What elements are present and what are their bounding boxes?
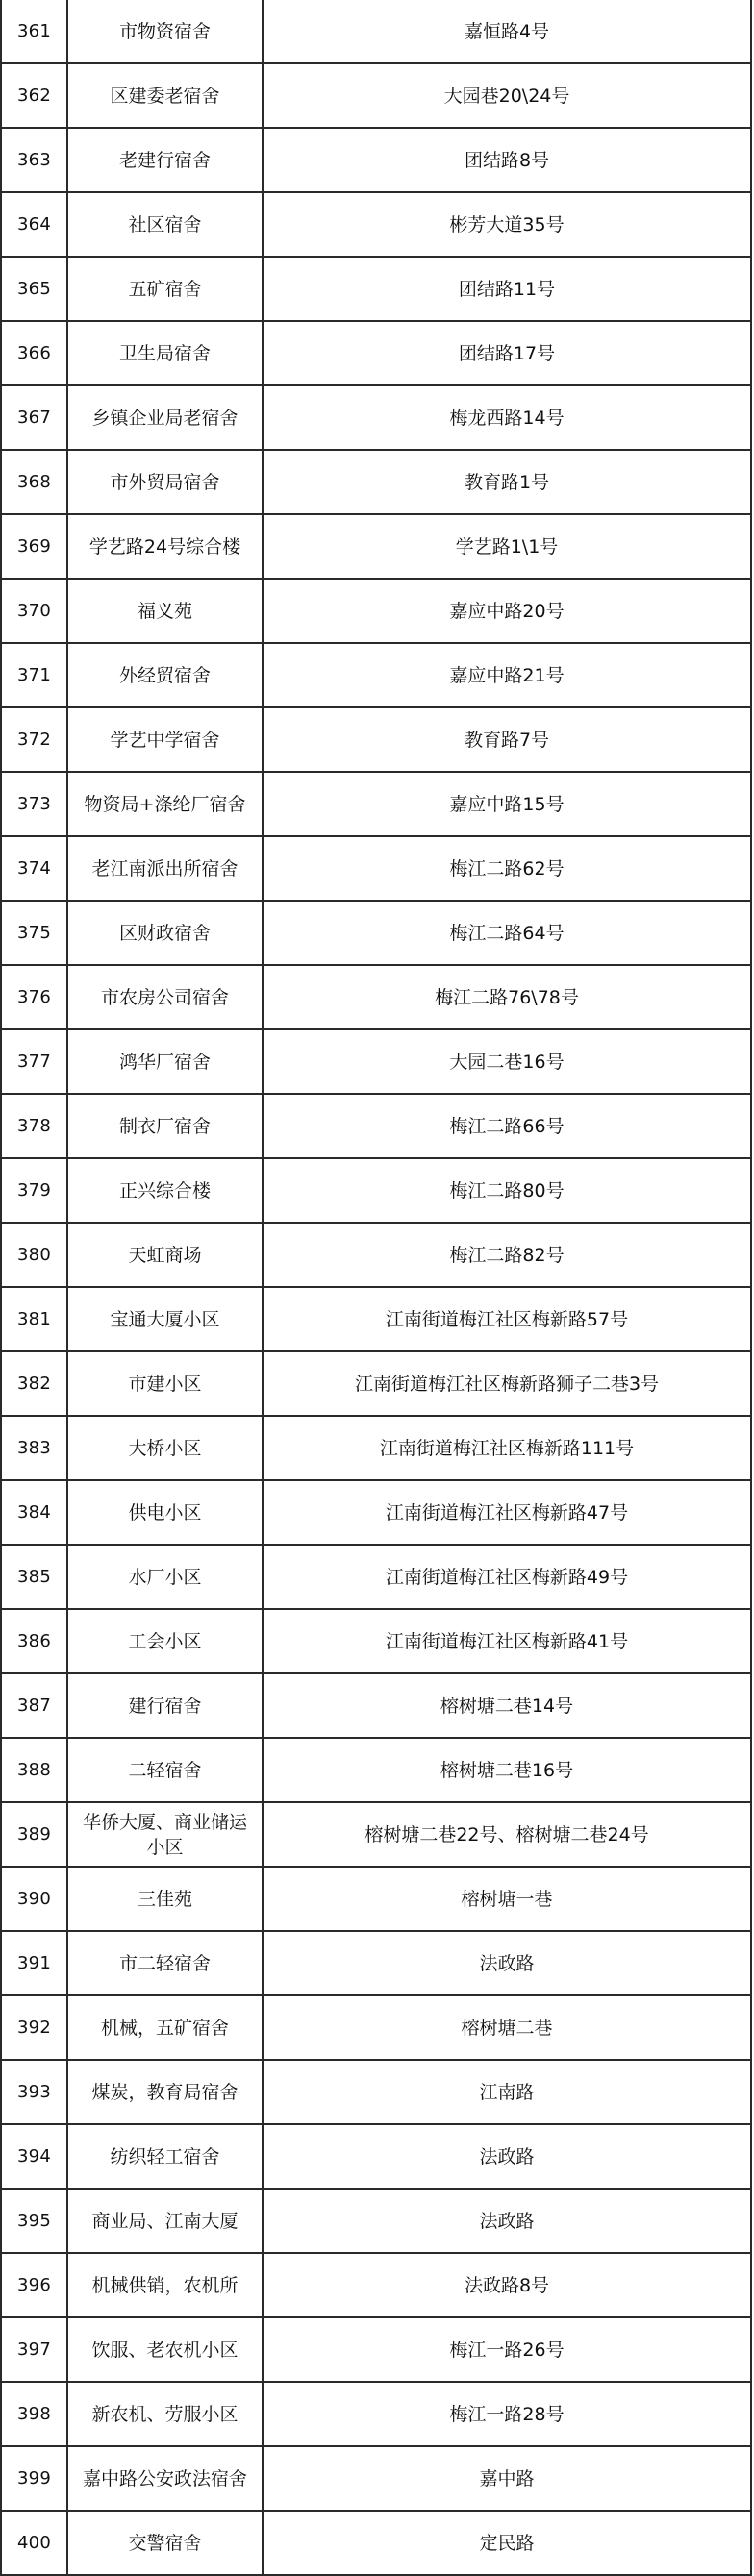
community-name-cell: 宝通大厦小区 bbox=[67, 1287, 263, 1351]
row-number-cell: 366 bbox=[1, 321, 67, 385]
row-number-cell: 388 bbox=[1, 1738, 67, 1802]
community-name-cell: 煤炭，教育局宿舍 bbox=[67, 2060, 263, 2124]
row-number-cell: 382 bbox=[1, 1351, 67, 1416]
table-row bbox=[1, 2511, 751, 2575]
table-row bbox=[1, 192, 751, 257]
address-cell: 学艺路1\1号 bbox=[263, 514, 751, 579]
community-name-cell: 机械，五矿宿舍 bbox=[67, 1995, 263, 2060]
address-cell: 定民路 bbox=[263, 2511, 751, 2575]
row-number-cell: 400 bbox=[1, 2511, 67, 2575]
row-number-cell: 381 bbox=[1, 1287, 67, 1351]
address-cell: 嘉应中路20号 bbox=[263, 579, 751, 643]
table-row bbox=[1, 1609, 751, 1673]
community-name-cell: 机械供销，农机所 bbox=[67, 2253, 263, 2317]
table-row bbox=[1, 579, 751, 643]
address-cell: 团结路8号 bbox=[263, 128, 751, 192]
row-number-cell: 396 bbox=[1, 2253, 67, 2317]
table-row bbox=[1, 901, 751, 965]
address-cell: 梅江二路76\78号 bbox=[263, 965, 751, 1029]
table-row bbox=[1, 1480, 751, 1545]
community-name-cell: 学艺中学宿舍 bbox=[67, 707, 263, 772]
community-name-cell: 区财政宿舍 bbox=[67, 901, 263, 965]
community-name-cell: 市二轻宿舍 bbox=[67, 1931, 263, 1995]
community-name-cell: 鸿华厂宿舍 bbox=[67, 1029, 263, 1094]
community-name-cell: 外经贸宿舍 bbox=[67, 643, 263, 707]
row-number-cell: 398 bbox=[1, 2382, 67, 2446]
community-name-cell: 工会小区 bbox=[67, 1609, 263, 1673]
community-name-cell: 社区宿舍 bbox=[67, 192, 263, 257]
community-name-cell: 建行宿舍 bbox=[67, 1673, 263, 1738]
table-row bbox=[1, 1094, 751, 1158]
address-cell: 江南街道梅江社区梅新路47号 bbox=[263, 1480, 751, 1545]
community-name-cell: 纺织轻工宿舍 bbox=[67, 2124, 263, 2189]
table-row bbox=[1, 321, 751, 385]
row-number-cell: 386 bbox=[1, 1609, 67, 1673]
community-name-cell: 市建小区 bbox=[67, 1351, 263, 1416]
row-number-cell: 375 bbox=[1, 901, 67, 965]
row-number-cell: 383 bbox=[1, 1416, 67, 1480]
address-cell: 团结路17号 bbox=[263, 321, 751, 385]
table-row bbox=[1, 385, 751, 450]
row-number-cell: 373 bbox=[1, 772, 67, 836]
row-number-cell: 387 bbox=[1, 1673, 67, 1738]
row-number-cell: 389 bbox=[1, 1802, 67, 1867]
row-number-cell: 370 bbox=[1, 579, 67, 643]
row-number-cell: 377 bbox=[1, 1029, 67, 1094]
row-number-cell: 367 bbox=[1, 385, 67, 450]
row-number-cell: 379 bbox=[1, 1158, 67, 1223]
row-number-cell: 380 bbox=[1, 1223, 67, 1287]
row-number-cell: 371 bbox=[1, 643, 67, 707]
table-row bbox=[1, 1673, 751, 1738]
address-cell: 嘉中路 bbox=[263, 2446, 751, 2511]
table-row bbox=[1, 1802, 751, 1867]
row-number-cell: 395 bbox=[1, 2189, 67, 2253]
community-name-cell: 大桥小区 bbox=[67, 1416, 263, 1480]
address-cell: 榕树塘二巷22号、榕树塘二巷24号 bbox=[263, 1802, 751, 1867]
address-cell: 教育路1号 bbox=[263, 450, 751, 514]
address-cell: 江南街道梅江社区梅新路41号 bbox=[263, 1609, 751, 1673]
address-cell: 梅江二路62号 bbox=[263, 836, 751, 901]
row-number-cell: 365 bbox=[1, 257, 67, 321]
community-name-cell: 华侨大厦、商业储运小区 bbox=[67, 1802, 263, 1867]
community-name-cell: 五矿宿舍 bbox=[67, 257, 263, 321]
address-cell: 法政路 bbox=[263, 1931, 751, 1995]
table-row bbox=[1, 1995, 751, 2060]
community-name-cell: 物资局+涤纶厂宿舍 bbox=[67, 772, 263, 836]
table-row bbox=[1, 1351, 751, 1416]
address-cell: 彬芳大道35号 bbox=[263, 192, 751, 257]
address-cell: 法政路 bbox=[263, 2189, 751, 2253]
row-number-cell: 392 bbox=[1, 1995, 67, 2060]
row-number-cell: 362 bbox=[1, 63, 67, 128]
community-name-cell: 三佳苑 bbox=[67, 1867, 263, 1931]
row-number-cell: 361 bbox=[1, 0, 67, 63]
address-cell: 大园巷20\24号 bbox=[263, 63, 751, 128]
row-number-cell: 391 bbox=[1, 1931, 67, 1995]
community-name-cell: 区建委老宿舍 bbox=[67, 63, 263, 128]
address-cell: 榕树塘二巷16号 bbox=[263, 1738, 751, 1802]
table-row bbox=[1, 2253, 751, 2317]
address-cell: 榕树塘二巷 bbox=[263, 1995, 751, 2060]
row-number-cell: 399 bbox=[1, 2446, 67, 2511]
address-cell: 梅江二路66号 bbox=[263, 1094, 751, 1158]
community-name-cell: 新农机、劳服小区 bbox=[67, 2382, 263, 2446]
address-cell: 梅江一路28号 bbox=[263, 2382, 751, 2446]
community-name-cell: 水厂小区 bbox=[67, 1545, 263, 1609]
table-row bbox=[1, 836, 751, 901]
community-name-cell: 福义苑 bbox=[67, 579, 263, 643]
address-cell: 江南街道梅江社区梅新路狮子二巷3号 bbox=[263, 1351, 751, 1416]
community-name-cell: 市物资宿舍 bbox=[67, 0, 263, 63]
address-cell: 江南街道梅江社区梅新路57号 bbox=[263, 1287, 751, 1351]
address-cell: 江南街道梅江社区梅新路49号 bbox=[263, 1545, 751, 1609]
table-row bbox=[1, 1029, 751, 1094]
row-number-cell: 363 bbox=[1, 128, 67, 192]
community-name-cell: 正兴综合楼 bbox=[67, 1158, 263, 1223]
table-row bbox=[1, 257, 751, 321]
row-number-cell: 364 bbox=[1, 192, 67, 257]
community-name-cell: 供电小区 bbox=[67, 1480, 263, 1545]
address-cell: 江南街道梅江社区梅新路111号 bbox=[263, 1416, 751, 1480]
table-row bbox=[1, 772, 751, 836]
table-row bbox=[1, 643, 751, 707]
row-number-cell: 393 bbox=[1, 2060, 67, 2124]
community-name-cell: 饮服、老农机小区 bbox=[67, 2317, 263, 2382]
address-cell: 教育路7号 bbox=[263, 707, 751, 772]
community-name-cell: 老江南派出所宿舍 bbox=[67, 836, 263, 901]
table-row bbox=[1, 1931, 751, 1995]
community-name-cell: 商业局、江南大厦 bbox=[67, 2189, 263, 2253]
community-name-cell: 交警宿舍 bbox=[67, 2511, 263, 2575]
row-number-cell: 394 bbox=[1, 2124, 67, 2189]
community-name-cell: 嘉中路公安政法宿舍 bbox=[67, 2446, 263, 2511]
table-row bbox=[1, 2060, 751, 2124]
address-cell: 大园二巷16号 bbox=[263, 1029, 751, 1094]
row-number-cell: 390 bbox=[1, 1867, 67, 1931]
table-row bbox=[1, 1158, 751, 1223]
table-row bbox=[1, 514, 751, 579]
table-row bbox=[1, 1867, 751, 1931]
community-name-cell: 市外贸局宿舍 bbox=[67, 450, 263, 514]
row-number-cell: 397 bbox=[1, 2317, 67, 2382]
row-number-cell: 372 bbox=[1, 707, 67, 772]
table-row bbox=[1, 0, 751, 63]
address-cell: 榕树塘一巷 bbox=[263, 1867, 751, 1931]
table-row bbox=[1, 450, 751, 514]
table-row bbox=[1, 2189, 751, 2253]
community-name-cell: 天虹商场 bbox=[67, 1223, 263, 1287]
table-row bbox=[1, 2382, 751, 2446]
table-row bbox=[1, 2317, 751, 2382]
table-row bbox=[1, 1287, 751, 1351]
community-name-cell: 市农房公司宿舍 bbox=[67, 965, 263, 1029]
address-cell: 团结路11号 bbox=[263, 257, 751, 321]
address-cell: 法政路8号 bbox=[263, 2253, 751, 2317]
table-row bbox=[1, 965, 751, 1029]
community-name-cell: 老建行宿舍 bbox=[67, 128, 263, 192]
table-row bbox=[1, 1223, 751, 1287]
community-name-cell: 学艺路24号综合楼 bbox=[67, 514, 263, 579]
table-row bbox=[1, 1738, 751, 1802]
address-cell: 梅江二路82号 bbox=[263, 1223, 751, 1287]
table-row bbox=[1, 707, 751, 772]
table-row bbox=[1, 1416, 751, 1480]
address-cell: 江南路 bbox=[263, 2060, 751, 2124]
row-number-cell: 378 bbox=[1, 1094, 67, 1158]
table-row bbox=[1, 2124, 751, 2189]
row-number-cell: 384 bbox=[1, 1480, 67, 1545]
address-cell: 嘉应中路21号 bbox=[263, 643, 751, 707]
community-name-cell: 制衣厂宿舍 bbox=[67, 1094, 263, 1158]
address-cell: 梅龙西路14号 bbox=[263, 385, 751, 450]
table-body bbox=[1, 0, 751, 2575]
address-cell: 法政路 bbox=[263, 2124, 751, 2189]
row-number-cell: 369 bbox=[1, 514, 67, 579]
row-number-cell: 374 bbox=[1, 836, 67, 901]
address-cell: 嘉应中路15号 bbox=[263, 772, 751, 836]
row-number-cell: 368 bbox=[1, 450, 67, 514]
address-cell: 梅江一路26号 bbox=[263, 2317, 751, 2382]
table-row bbox=[1, 2446, 751, 2511]
community-name-cell: 卫生局宿舍 bbox=[67, 321, 263, 385]
table-row bbox=[1, 128, 751, 192]
table-row bbox=[1, 63, 751, 128]
community-name-cell: 二轻宿舍 bbox=[67, 1738, 263, 1802]
row-number-cell: 376 bbox=[1, 965, 67, 1029]
address-cell: 梅江二路80号 bbox=[263, 1158, 751, 1223]
address-cell: 榕树塘二巷14号 bbox=[263, 1673, 751, 1738]
table-row bbox=[1, 1545, 751, 1609]
address-cell: 梅江二路64号 bbox=[263, 901, 751, 965]
address-cell: 嘉恒路4号 bbox=[263, 0, 751, 63]
community-name-cell: 乡镇企业局老宿舍 bbox=[67, 385, 263, 450]
row-number-cell: 385 bbox=[1, 1545, 67, 1609]
